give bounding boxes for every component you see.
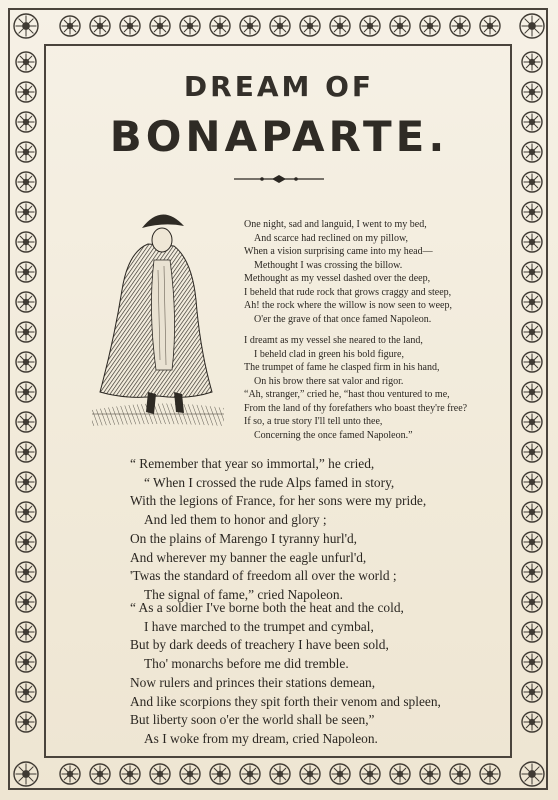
verse-line: I have marched to the trumpet and cymbal, [144,618,374,634]
stanza-large-1 [130,455,470,605]
verse-line: I dreamt as my vessel she neared to the land, [244,335,423,346]
verse-line: 'Twas the standard of freedom all over the world ; [130,568,397,584]
verse-line: If so, a true story I'll tell unto thee, [244,416,383,427]
napoleon-portrait-illustration [88,200,228,432]
verse-line: As I woke from my dream, cried Napoleon. [144,730,378,746]
stanza-large-2 [130,599,470,749]
verse-line: When a vision surprising came into my head— [244,246,433,257]
stanza-small-1 [244,218,504,326]
verse-line: I beheld clad in green his bold figure, [254,348,404,360]
title-line-2: BONAPARTE. [109,112,449,161]
title-divider-ornament [232,174,326,184]
verse-line: Methought I was crossing the billow. [254,259,403,271]
verse-line: And like scorpions they spit forth their venom and spleen, [130,693,441,709]
verse-line: One night, sad and languid, I went to my bed, [244,219,427,230]
verse-line: Concerning the once famed Napoleon.” [254,429,413,441]
stanza-small-2 [244,334,504,442]
verse-line: With the legions of France, for her sons were my pride, [130,493,427,509]
verse-line: O'er the grave of that once famed Napoleon. [254,313,432,325]
verse-line: “ When I crossed the rude Alps famed in story, [144,474,395,490]
verse-line: But liberty soon o'er the world shall be seen,” [130,712,375,728]
verse-line: Methought as my vessel dashed over the deep, [244,273,431,284]
verse-line: From the land of thy forefathers who boast they're free? [244,402,468,414]
verse-line: “ As a soldier I've borne both the heat and the cold, [130,600,404,615]
verse-line: The trumpet of fame he clasped firm in his hand, [244,362,440,373]
title-line-1: DREAM OF [183,70,375,103]
verse-line: And wherever my banner the eagle unfurl'd, [130,549,367,565]
verse-line: The signal of fame,” cried Napoleon. [144,586,343,602]
verse-line: “ Remember that year so immortal,” he cried, [130,456,375,471]
verse-line: On the plains of Marengo I tyranny hurl'd, [130,530,358,546]
verse-line: “Ah, stranger,” cried he, “hast thou ventured to me, [244,389,450,400]
verse-line: Tho' monarchs before me did tremble. [144,656,349,672]
verse-line: On his brow there sat valor and rigor. [254,375,404,387]
verse-line: And led them to honor and glory ; [144,512,327,528]
verse-line: Now rulers and princes their stations demean, [130,674,376,690]
verse-line: But by dark deeds of treachery I have been sold, [130,637,389,653]
verse-line: I beheld that rude rock that grows craggy and steep, [244,286,452,298]
verse-line: Ah! the rock where the willow is now seen to weep, [244,300,452,311]
verse-line: And scarce had reclined on my pillow, [254,232,409,244]
